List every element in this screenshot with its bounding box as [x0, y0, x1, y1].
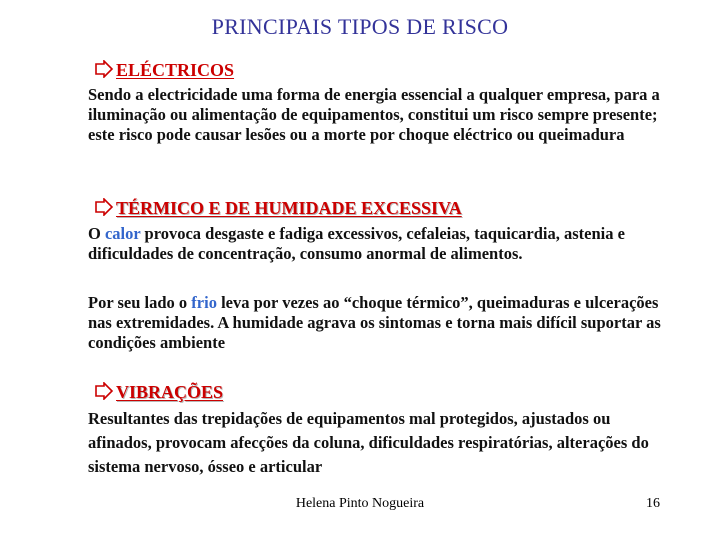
arrow-right-icon	[94, 198, 114, 216]
section-heading-vibracoes	[94, 382, 223, 403]
footer-author: Helena Pinto Nogueira	[295, 496, 425, 511]
section-text-termico-calor	[88, 224, 678, 264]
slide-title: PRINCIPAIS TIPOS DE RISCO	[211, 14, 509, 39]
section-text-electricos: Sendo a electricidade uma forma de energia essencial a qualquer empresa, para a iluminação ou alimentação de equipamentos, constitui um risco sempre presente; este risco pode causar lesões ou a morte por choque eléctrico ou queimadura	[88, 85, 660, 144]
arrow-right-icon	[94, 60, 114, 78]
text-segment: leva por vezes ao “choque térmico”, queimaduras e ulcerações nas extremidades. A humidade agrava os sintomas e torna mais difícil suportar as condições ambiente	[88, 293, 661, 352]
highlight-calor: calor	[104, 224, 141, 243]
section-text-vibracoes: Resultantes das trepidações de equipamentos mal protegidos, ajustados ou afinados, provocam afecções da coluna, dificuldades respiratórias, alterações do sistema nervoso, ósseo e articular	[88, 409, 649, 476]
section-heading-label: ELÉCTRICOS	[116, 60, 235, 80]
text-segment: provoca desgaste e fadiga excessivos, cefaleias, taquicardia, astenia e dificuldades de concentração, consumo anormal de alimentos.	[88, 224, 625, 263]
section-heading-label: VIBRAÇÕES	[116, 382, 224, 402]
page-number: 16	[646, 496, 660, 511]
section-heading-termico	[94, 198, 462, 219]
section-heading-label: TÉRMICO E DE HUMIDADE EXCESSIVA	[116, 198, 462, 218]
arrow-right-icon	[94, 382, 114, 400]
text-segment: Por seu lado o	[88, 293, 192, 312]
section-text-termico-frio	[88, 293, 678, 353]
highlight-frio: frio	[191, 293, 217, 312]
section-heading-electricos	[94, 60, 234, 81]
text-segment: O	[88, 224, 105, 243]
